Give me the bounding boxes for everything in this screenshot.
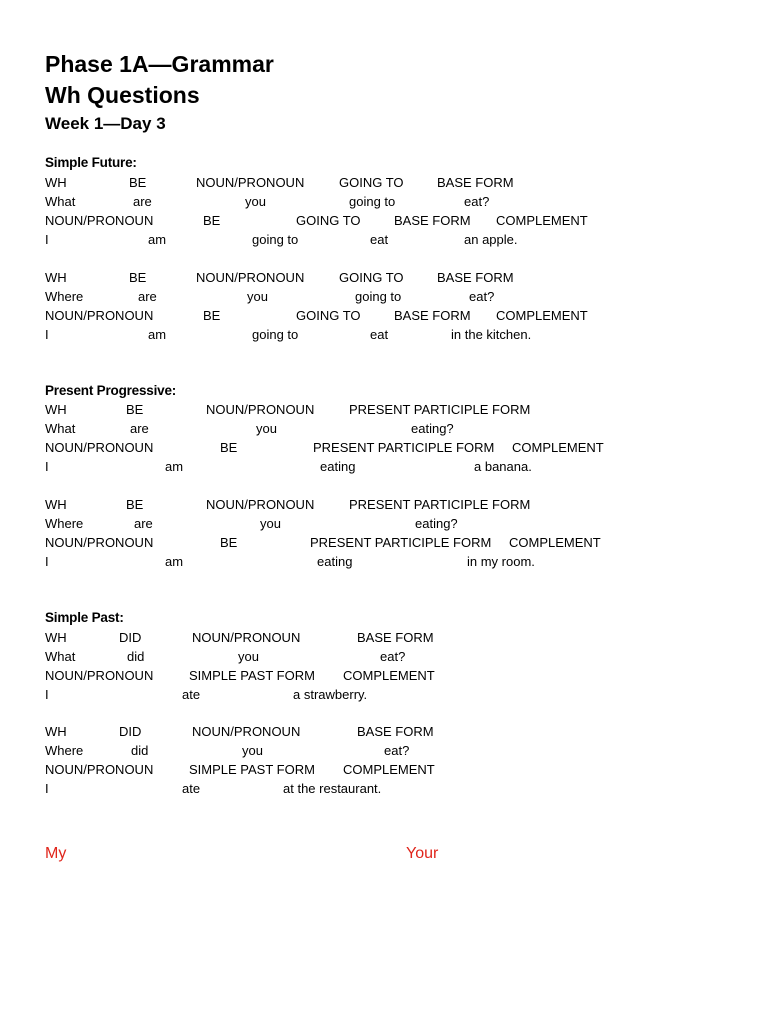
- row-cell: you: [238, 649, 259, 664]
- pattern-row: [0, 763, 768, 781]
- section-heading: Simple Future:: [45, 155, 137, 170]
- example-row: [0, 233, 768, 251]
- row-cell: are: [130, 421, 149, 436]
- row-cell: eat?: [464, 194, 490, 209]
- example-row: [0, 650, 768, 668]
- row-cell: I: [45, 459, 49, 474]
- row-cell: NOUN/PRONOUN: [45, 213, 154, 228]
- row-cell: WH: [45, 497, 67, 512]
- row-cell: BASE FORM: [357, 724, 434, 739]
- pattern-row: [0, 441, 768, 459]
- row-cell: NOUN/PRONOUN: [196, 270, 305, 285]
- row-cell: COMPLEMENT: [496, 213, 588, 228]
- row-cell: are: [133, 194, 152, 209]
- title-line-2: Wh Questions: [45, 82, 200, 108]
- pattern-row: [0, 271, 768, 289]
- example-row: [0, 688, 768, 706]
- row-cell: GOING TO: [339, 175, 404, 190]
- row-cell: I: [45, 327, 49, 342]
- row-cell: in the kitchen.: [451, 327, 532, 342]
- row-cell: going to: [252, 232, 299, 247]
- pattern-row: [0, 631, 768, 649]
- row-cell: eating?: [411, 421, 454, 436]
- row-cell: SIMPLE PAST FORM: [189, 668, 315, 683]
- row-cell: eat?: [380, 649, 406, 664]
- pattern-row: [0, 669, 768, 687]
- example-row: [0, 744, 768, 762]
- row-cell: COMPLEMENT: [343, 762, 435, 777]
- row-cell: BASE FORM: [394, 213, 471, 228]
- row-cell: COMPLEMENT: [496, 308, 588, 323]
- row-cell: BASE FORM: [437, 270, 514, 285]
- row-cell: eat: [370, 327, 389, 342]
- example-row: [0, 782, 768, 800]
- row-cell: What: [45, 194, 76, 209]
- row-cell: a strawberry.: [293, 687, 368, 702]
- example-row: [0, 328, 768, 346]
- row-cell: PRESENT PARTICIPLE FORM: [349, 497, 531, 512]
- row-cell: WH: [45, 270, 67, 285]
- row-cell: BASE FORM: [357, 630, 434, 645]
- pattern-row: [0, 176, 768, 194]
- section-heading: Present Progressive:: [45, 383, 177, 398]
- row-cell: are: [138, 289, 157, 304]
- row-cell: WH: [45, 724, 67, 739]
- section-heading: Simple Past:: [45, 610, 124, 625]
- row-cell: WH: [45, 175, 67, 190]
- row-cell: PRESENT PARTICIPLE FORM: [349, 402, 531, 417]
- row-cell: I: [45, 687, 49, 702]
- row-cell: am: [165, 554, 184, 569]
- row-cell: am: [165, 459, 184, 474]
- row-cell: What: [45, 421, 76, 436]
- row-cell: ate: [182, 781, 201, 796]
- row-cell: I: [45, 232, 49, 247]
- row-cell: NOUN/PRONOUN: [192, 630, 301, 645]
- row-cell: going to: [349, 194, 396, 209]
- example-row: [0, 460, 768, 478]
- row-cell: PRESENT PARTICIPLE FORM: [310, 535, 492, 550]
- row-cell: you: [245, 194, 266, 209]
- pattern-row: [0, 309, 768, 327]
- row-cell: am: [148, 327, 167, 342]
- pattern-row: [0, 403, 768, 421]
- row-cell: GOING TO: [339, 270, 404, 285]
- row-cell: eat: [370, 232, 389, 247]
- example-row: [0, 422, 768, 440]
- row-cell: NOUN/PRONOUN: [45, 308, 154, 323]
- row-cell: Where: [45, 743, 84, 758]
- row-cell: BE: [203, 308, 221, 323]
- row-cell: GOING TO: [296, 308, 361, 323]
- row-cell: ate: [182, 687, 201, 702]
- row-cell: you: [260, 516, 281, 531]
- example-row: [0, 195, 768, 213]
- subtitle: Week 1—Day 3: [45, 114, 166, 133]
- row-cell: did: [127, 649, 145, 664]
- row-cell: NOUN/PRONOUN: [45, 668, 154, 683]
- row-cell: WH: [45, 402, 67, 417]
- row-cell: at the restaurant.: [283, 781, 382, 796]
- row-cell: BE: [126, 402, 144, 417]
- row-cell: BE: [129, 270, 147, 285]
- row-cell: Where: [45, 289, 84, 304]
- row-cell: SIMPLE PAST FORM: [189, 762, 315, 777]
- pattern-row: [0, 725, 768, 743]
- row-cell: an apple.: [464, 232, 518, 247]
- example-row: [0, 290, 768, 308]
- row-cell: you: [247, 289, 268, 304]
- row-cell: BE: [220, 535, 238, 550]
- row-cell: eating: [320, 459, 356, 474]
- row-cell: NOUN/PRONOUN: [196, 175, 305, 190]
- row-cell: I: [45, 781, 49, 796]
- row-cell: DID: [119, 724, 142, 739]
- row-cell: going to: [252, 327, 299, 342]
- row-cell: PRESENT PARTICIPLE FORM: [313, 440, 495, 455]
- example-row: [0, 555, 768, 573]
- row-cell: WH: [45, 630, 67, 645]
- row-cell: am: [148, 232, 167, 247]
- row-cell: BE: [129, 175, 147, 190]
- row-cell: NOUN/PRONOUN: [206, 497, 315, 512]
- row-cell: did: [131, 743, 149, 758]
- pattern-row: [0, 498, 768, 516]
- row-cell: NOUN/PRONOUN: [192, 724, 301, 739]
- row-cell: NOUN/PRONOUN: [45, 440, 154, 455]
- row-cell: What: [45, 649, 76, 664]
- title-line-1: Phase 1A—Grammar: [45, 51, 274, 77]
- row-cell: eating: [317, 554, 353, 569]
- row-cell: BE: [203, 213, 221, 228]
- row-cell: going to: [355, 289, 402, 304]
- row-cell: NOUN/PRONOUN: [45, 762, 154, 777]
- pattern-row: [0, 536, 768, 554]
- row-cell: BE: [220, 440, 238, 455]
- row-cell: eat?: [384, 743, 410, 758]
- row-cell: BASE FORM: [437, 175, 514, 190]
- row-cell: COMPLEMENT: [509, 535, 601, 550]
- row-cell: NOUN/PRONOUN: [206, 402, 315, 417]
- row-cell: Where: [45, 516, 84, 531]
- row-cell: you: [256, 421, 277, 436]
- row-cell: COMPLEMENT: [343, 668, 435, 683]
- footer-right-label: Your: [406, 845, 439, 862]
- row-cell: COMPLEMENT: [512, 440, 604, 455]
- row-cell: in my room.: [467, 554, 535, 569]
- row-cell: BASE FORM: [394, 308, 471, 323]
- row-cell: eat?: [469, 289, 495, 304]
- example-row: [0, 517, 768, 535]
- row-cell: DID: [119, 630, 142, 645]
- footer-left-label: My: [45, 845, 67, 862]
- row-cell: eating?: [415, 516, 458, 531]
- row-cell: NOUN/PRONOUN: [45, 535, 154, 550]
- row-cell: a banana.: [474, 459, 532, 474]
- pattern-row: [0, 214, 768, 232]
- row-cell: you: [242, 743, 263, 758]
- row-cell: GOING TO: [296, 213, 361, 228]
- row-cell: BE: [126, 497, 144, 512]
- row-cell: are: [134, 516, 153, 531]
- row-cell: I: [45, 554, 49, 569]
